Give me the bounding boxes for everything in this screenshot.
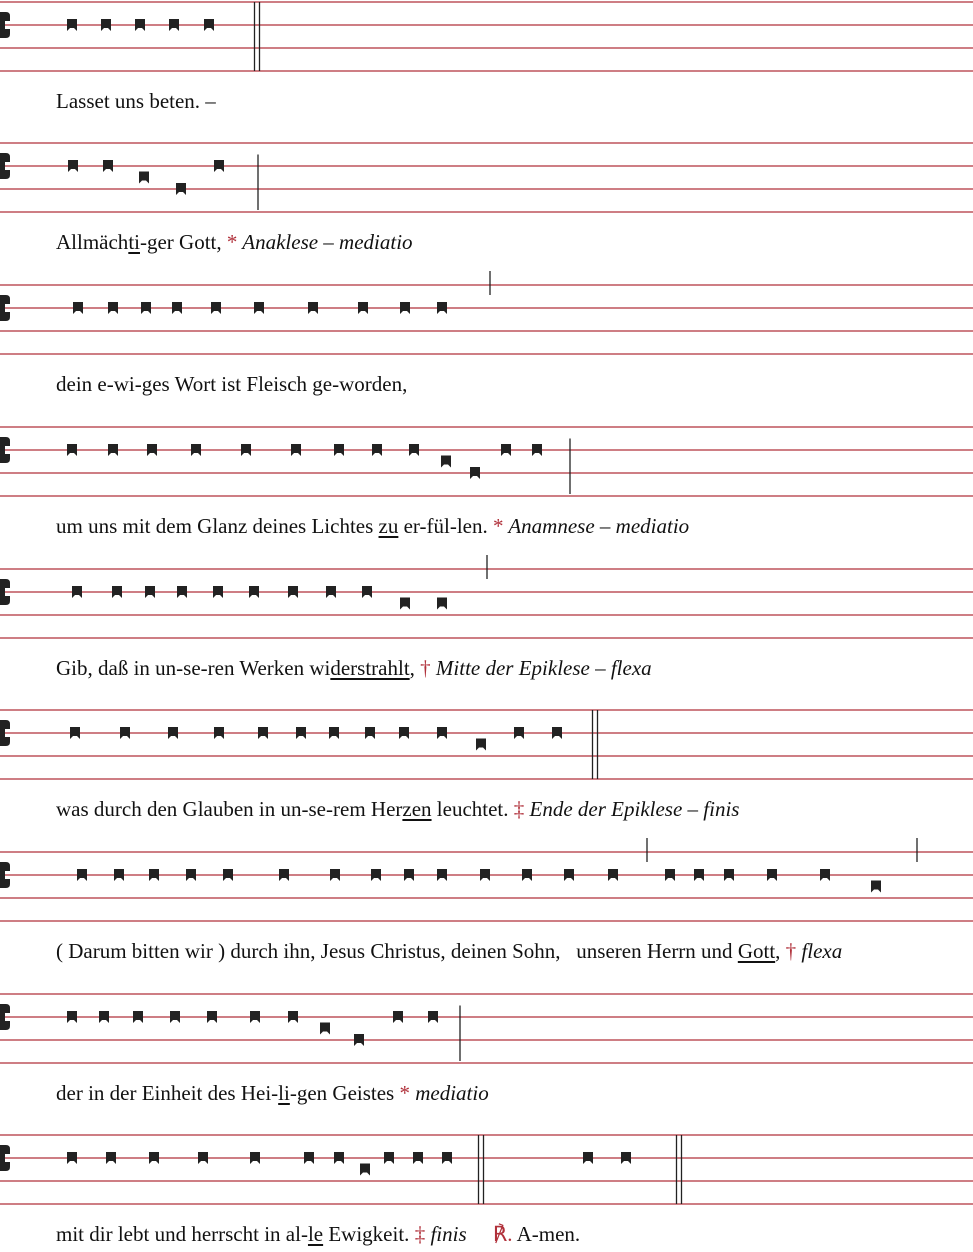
punctum-note	[441, 456, 451, 468]
punctum-note	[214, 727, 224, 739]
staff-2	[0, 143, 973, 212]
lyric-text: leuchtet.	[431, 797, 514, 821]
punctum-note	[564, 869, 574, 881]
lyric-text: dein e-wi-ges Wort ist Fleisch ge-worden,	[56, 372, 408, 396]
punctum-note	[77, 869, 87, 881]
punctum-note	[437, 869, 447, 881]
lyric-text: zu	[378, 514, 399, 538]
staff-4	[0, 427, 973, 496]
punctum-note	[120, 727, 130, 739]
punctum-note	[532, 444, 542, 456]
staff-7	[0, 838, 973, 921]
punctum-note	[296, 727, 306, 739]
punctum-note	[149, 869, 159, 881]
lyric-text: ,	[775, 939, 786, 963]
punctum-note	[871, 881, 881, 893]
rubric-text: Anaklese – mediatio	[237, 230, 413, 254]
punctum-note	[393, 1011, 403, 1023]
punctum-note	[108, 444, 118, 456]
lyric-text: ( Darum bitten wir ) durch ihn, Jesus Christus, deinen Sohn, unseren Herrn und	[56, 939, 738, 963]
punctum-note	[724, 869, 734, 881]
rubric-text: Anamnese – mediatio	[503, 514, 690, 538]
punctum-note	[470, 467, 480, 479]
punctum-note	[608, 869, 618, 881]
punctum-note	[384, 1152, 394, 1164]
lyric-text: Gott	[737, 939, 776, 963]
punctum-note	[68, 160, 78, 172]
punctum-note	[365, 727, 375, 739]
punctum-note	[694, 869, 704, 881]
punctum-note	[400, 598, 410, 610]
punctum-note	[177, 586, 187, 598]
punctum-note	[67, 444, 77, 456]
punctum-note	[207, 1011, 217, 1023]
punctum-note	[437, 727, 447, 739]
punctum-note	[291, 444, 301, 456]
punctum-note	[169, 19, 179, 31]
punctum-note	[103, 160, 113, 172]
punctum-note	[362, 586, 372, 598]
lyric-line	[56, 1224, 580, 1245]
lyric-line	[56, 1083, 489, 1104]
punctum-note	[186, 869, 196, 881]
lyric-text: ,	[409, 656, 421, 680]
staff-1	[0, 2, 973, 71]
punctum-note	[501, 444, 511, 456]
punctum-note	[372, 444, 382, 456]
punctum-note	[354, 1034, 364, 1046]
punctum-note	[288, 586, 298, 598]
lyric-text: der in der Einheit des Hei-	[56, 1081, 279, 1105]
punctum-note	[334, 444, 344, 456]
punctum-note	[254, 302, 264, 314]
lyric-text: mit dir lebt und herrscht in al-	[56, 1222, 308, 1246]
punctum-note	[330, 869, 340, 881]
punctum-note	[135, 19, 145, 31]
rubric-text: mediatio	[409, 1081, 489, 1105]
lyric-text: -gen Geistes	[289, 1081, 400, 1105]
punctum-note	[101, 19, 111, 31]
rubric-sign: †	[785, 939, 797, 963]
punctum-note	[326, 586, 336, 598]
lyric-text: li	[278, 1081, 290, 1105]
staff-9	[0, 1135, 973, 1204]
punctum-note	[404, 869, 414, 881]
punctum-note	[820, 869, 830, 881]
punctum-note	[442, 1152, 452, 1164]
punctum-note	[437, 598, 447, 610]
lyric-text: um uns mit dem Glanz deines Lichtes	[56, 514, 379, 538]
punctum-note	[133, 1011, 143, 1023]
punctum-note	[583, 1152, 593, 1164]
punctum-note	[176, 183, 186, 195]
punctum-note	[413, 1152, 423, 1164]
punctum-note	[767, 869, 777, 881]
punctum-note	[480, 869, 490, 881]
rubric-text: finis	[425, 1222, 467, 1246]
punctum-note	[288, 1011, 298, 1023]
punctum-note	[552, 727, 562, 739]
lyric-text: Lasset uns beten. –	[56, 89, 216, 113]
punctum-note	[409, 444, 419, 456]
punctum-note	[399, 727, 409, 739]
lyric-line	[56, 232, 413, 253]
punctum-note	[241, 444, 251, 456]
punctum-note	[249, 586, 259, 598]
rubric-sign: ℟.	[492, 1222, 513, 1246]
punctum-note	[250, 1152, 260, 1164]
lyric-text: was durch den Glauben in un-se-rem Her	[56, 797, 403, 821]
punctum-note	[400, 302, 410, 314]
punctum-note	[204, 19, 214, 31]
punctum-note	[106, 1152, 116, 1164]
rubric-sign: *	[492, 514, 504, 538]
punctum-note	[145, 586, 155, 598]
punctum-note	[191, 444, 201, 456]
punctum-note	[168, 727, 178, 739]
punctum-note	[214, 160, 224, 172]
rubric-text: Ende der Epiklese – finis	[524, 797, 740, 821]
punctum-note	[67, 1011, 77, 1023]
punctum-note	[67, 19, 77, 31]
rubric-text: Mitte der Epiklese – flexa	[430, 656, 652, 680]
rubric-sign: ‡	[414, 1222, 426, 1246]
punctum-note	[320, 1023, 330, 1035]
lyric-text	[467, 1222, 493, 1246]
lyric-line	[56, 91, 216, 112]
punctum-note	[147, 444, 157, 456]
lyric-text: ti	[128, 230, 140, 254]
rubric-text: flexa	[796, 939, 843, 963]
punctum-note	[329, 727, 339, 739]
punctum-note	[211, 302, 221, 314]
punctum-note	[371, 869, 381, 881]
punctum-note	[73, 302, 83, 314]
punctum-note	[114, 869, 124, 881]
punctum-note	[70, 727, 80, 739]
punctum-note	[223, 869, 233, 881]
lyric-line	[56, 941, 842, 962]
punctum-note	[108, 302, 118, 314]
lyric-text: A-men.	[512, 1222, 581, 1246]
punctum-note	[258, 727, 268, 739]
rubric-sign: *	[226, 230, 238, 254]
punctum-note	[149, 1152, 159, 1164]
punctum-note	[198, 1152, 208, 1164]
punctum-note	[141, 302, 151, 314]
punctum-note	[172, 302, 182, 314]
punctum-note	[437, 302, 447, 314]
lyric-line	[56, 374, 407, 395]
punctum-note	[304, 1152, 314, 1164]
punctum-note	[360, 1164, 370, 1176]
punctum-note	[99, 1011, 109, 1023]
punctum-note	[514, 727, 524, 739]
punctum-note	[476, 739, 486, 751]
staff-3	[0, 271, 973, 354]
punctum-note	[428, 1011, 438, 1023]
staff-5	[0, 555, 973, 638]
punctum-note	[334, 1152, 344, 1164]
lyric-text: -ger Gott,	[139, 230, 227, 254]
lyric-text: er-fül-len.	[398, 514, 493, 538]
lyric-line	[56, 516, 689, 537]
staff-6	[0, 710, 973, 779]
punctum-note	[279, 869, 289, 881]
punctum-note	[250, 1011, 260, 1023]
punctum-note	[213, 586, 223, 598]
lyric-text: Ewigkeit.	[323, 1222, 415, 1246]
staff-8	[0, 994, 973, 1063]
punctum-note	[522, 869, 532, 881]
lyric-text: Gib, daß in un-se-ren Werken wi	[56, 656, 331, 680]
lyric-text: derstrahlt	[330, 656, 410, 680]
punctum-note	[358, 302, 368, 314]
lyric-text: zen	[402, 797, 432, 821]
lyric-line	[56, 799, 739, 820]
punctum-note	[621, 1152, 631, 1164]
lyric-text: Allmäch	[56, 230, 129, 254]
punctum-note	[72, 586, 82, 598]
rubric-sign: *	[399, 1081, 410, 1105]
lyric-line	[56, 658, 652, 679]
punctum-note	[67, 1152, 77, 1164]
punctum-note	[665, 869, 675, 881]
rubric-sign: ‡	[513, 797, 525, 821]
punctum-note	[308, 302, 318, 314]
punctum-note	[170, 1011, 180, 1023]
punctum-note	[139, 172, 149, 184]
lyric-text: le	[307, 1222, 324, 1246]
rubric-sign: †	[420, 656, 431, 680]
punctum-note	[112, 586, 122, 598]
